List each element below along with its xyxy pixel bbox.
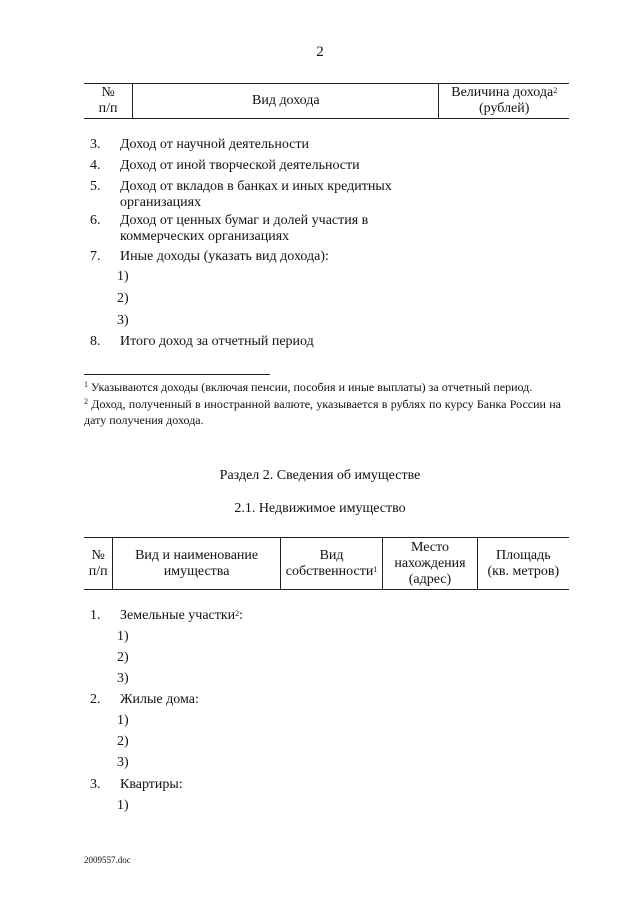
col-area-header <box>477 538 569 590</box>
col-loc-line2: нахождения <box>394 555 466 571</box>
item-number: 1. <box>90 608 101 623</box>
col-name-line2: имущества <box>163 563 230 579</box>
col-loc-line3: (адрес) <box>408 571 452 587</box>
item-text: Квартиры: <box>120 777 183 792</box>
item-number: 8. <box>90 334 101 349</box>
item-number: 7. <box>90 249 101 264</box>
property-table-header <box>84 537 569 590</box>
sub-item: 3) <box>117 671 129 686</box>
col-own-line1: Вид <box>319 547 344 563</box>
col-ownership-header <box>280 538 382 590</box>
col-amount-line2: (рублей) <box>479 101 530 116</box>
item-suffix: : <box>239 608 244 623</box>
col-number-header <box>84 538 113 590</box>
col-number-line2: п/п <box>98 101 118 116</box>
item-text: Доход от иной творческой деятельности <box>120 158 360 173</box>
item-text: Доход от научной деятельности <box>120 137 309 152</box>
sub-item: 1) <box>117 713 129 728</box>
item-number: 6. <box>90 213 101 228</box>
sub-item: 3) <box>117 313 129 328</box>
item-text-line2: коммерческих организациях <box>120 229 290 244</box>
item-number: 3. <box>90 777 101 792</box>
footnote-divider <box>84 374 270 375</box>
sub-item: 3) <box>117 755 129 770</box>
col-income-amount-header <box>439 84 569 119</box>
col-area-line2: (кв. метров) <box>487 563 560 579</box>
sub-item: 1) <box>117 798 129 813</box>
section-title: Раздел 2. Сведения об имуществе <box>219 468 421 483</box>
item-text <box>120 179 392 211</box>
footnote-ref-1: 1 <box>373 564 378 574</box>
footnote-mark: 2 <box>84 397 88 406</box>
col-number-header <box>84 84 133 119</box>
item-number: 4. <box>90 158 101 173</box>
footnote-text: Доход, полученный в иностранной валюте, указывается в рублях по курсу Банка России на дату получения дохода. <box>84 397 562 427</box>
page-number: 2 <box>316 44 324 60</box>
footnote-text: Указываются доходы (включая пенсии, пособия и иные выплаты) за отчетный период. <box>91 380 533 394</box>
item-text-line2: организациях <box>120 195 202 210</box>
footer-filename: 2009557.doc <box>84 855 131 865</box>
ownership-label: собственности <box>285 563 374 579</box>
col-property-name-header <box>113 538 280 590</box>
item-label: Земельные участки <box>120 608 236 623</box>
col-number-line1: № <box>91 547 105 563</box>
col-name-line1: Вид и наименование <box>135 547 259 563</box>
subsection-title: 2.1. Недвижимое имущество <box>234 501 406 516</box>
col-income-type-header: Вид дохода <box>133 84 439 119</box>
item-number: 5. <box>90 179 101 194</box>
sub-item: 2) <box>117 291 129 306</box>
item-number: 3. <box>90 137 101 152</box>
item-text-line1: Доход от ценных бумаг и долей участия в <box>120 213 369 228</box>
col-number-line2: п/п <box>88 563 108 579</box>
col-number-line1: № <box>101 85 115 100</box>
item-text: Итого доход за отчетный период <box>120 334 314 349</box>
item-number: 2. <box>90 692 101 707</box>
footnote-1 <box>84 379 561 395</box>
item-text: Жилые дома: <box>120 692 199 707</box>
footnote-ref-2: 2 <box>553 86 558 95</box>
col-location-header <box>383 538 477 590</box>
item-text <box>120 608 243 624</box>
footnote-2 <box>84 396 561 428</box>
item-text <box>120 213 368 245</box>
col-own-line2 <box>283 564 380 580</box>
sub-item: 1) <box>117 269 129 284</box>
sub-item: 2) <box>117 650 129 665</box>
col-area-line1: Площадь <box>496 547 551 563</box>
sub-item: 2) <box>117 734 129 749</box>
income-table-header <box>84 83 569 119</box>
amount-label: Величина дохода <box>451 85 554 100</box>
footnote-mark: 1 <box>84 380 88 389</box>
item-text-line1: Доход от вкладов в банках и иных кредитных <box>120 179 392 194</box>
footnote-ref-2: 2 <box>235 609 240 618</box>
col-amount-line1 <box>441 85 567 101</box>
col-loc-line1: Место <box>410 539 449 555</box>
sub-item: 1) <box>117 629 129 644</box>
item-text: Иные доходы (указать вид дохода): <box>120 249 329 264</box>
